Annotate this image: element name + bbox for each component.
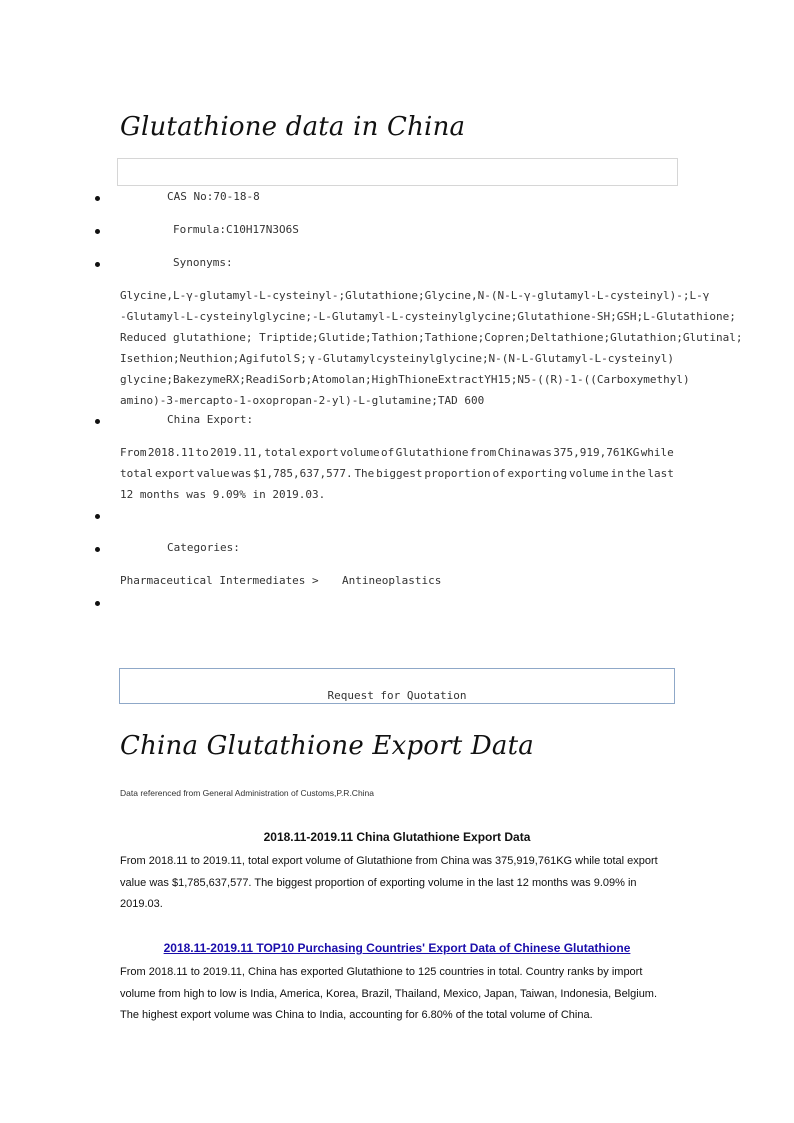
category-link-antineoplastics[interactable]: Antineoplastics xyxy=(342,574,442,587)
top10-link[interactable]: 2018.11-2019.11 TOP10 Purchasing Countries' Export Data of Chinese Glutathione xyxy=(163,941,631,955)
cas-value: 70-18-8 xyxy=(213,190,260,203)
bullet xyxy=(95,262,100,267)
synonyms-text: Glycine,L-γ-glutamyl-L-cysteinyl-;Glutathione;Glycine,N-(N-L-γ-glutamyl-L-cysteinyl)-;L-γ -Glutamyl-L-cysteinylglycine;-L-Glutamyl-L-cysteinylglycine;Glutathione-SH;GSH;L-Glutathione; Reduced glutathione; Triptide;Glutide;Tathion;Tathione;Copren;Deltathione;Glutathion;Glutinal; Isethion;Neuthion;Agifutol S; γ -Glutamylcysteinylglycine;N-(N-L-Glutamyl-L-cysteinyl) glycine;Bakezyme RX;ReadiSorb;Atomolan;High Thione Extract YH15;N5-((R)-1- ((Carboxymethyl) amino)-3-mercapto-1-oxopropan-2-yl)-L-glutamine;TAD 600 xyxy=(120,289,743,407)
top10-paragraph: From 2018.11 to 2019.11, China has exported Glutathione to 125 countries in total. Country ranks by import volume from high to low is India, America, Korea, Brazil, Thailand, Mexico, Japan, Taiwan, Indonesia, Belgium. The highest export volume was China to India, accounting for 6.80% of the total volume of China. xyxy=(120,966,658,1021)
data-source-note: Data referenced from General Administration of Customs,P.R.China xyxy=(120,788,375,798)
page-title: Glutathione data in China xyxy=(120,112,466,142)
categories-label: Categories: xyxy=(167,541,240,554)
synonyms-label: Synonyms: xyxy=(173,256,233,269)
category-separator: > xyxy=(312,574,319,587)
empty-frame xyxy=(117,158,678,186)
bullet xyxy=(95,229,100,234)
request-quotation-label: Request for Quotation xyxy=(327,689,467,702)
cas-label: CAS No: xyxy=(167,190,214,203)
summary-title: 2018.11-2019.11 China Glutathione Export Data xyxy=(263,830,531,844)
formula-label: Formula: xyxy=(173,223,226,236)
formula-value: C10H17N3O6S xyxy=(225,223,299,236)
bullet xyxy=(95,547,100,552)
bullet xyxy=(95,514,100,519)
bullet xyxy=(95,196,100,201)
bullet xyxy=(95,419,100,424)
export-section-title: China Glutathione Export Data xyxy=(120,731,534,761)
bullet xyxy=(95,601,100,606)
china-export-label: China Export: xyxy=(167,413,254,426)
category-link-pharmaceutical-intermediates[interactable]: Pharmaceutical Intermediates xyxy=(120,574,306,587)
top10-title xyxy=(120,941,674,955)
china-export-text: From 2018.11 to 2019.11, total export volume of Glutathione from China was 375,919,761KG while total export value was $1,785,637,577. The biggest proportion of exporting volume in the last 12 months was 9.09% in 2019.03. xyxy=(120,446,674,501)
formula-row xyxy=(173,223,299,236)
request-quotation-button[interactable] xyxy=(119,668,675,704)
summary-paragraph: From 2018.11 to 2019.11, total export volume of Glutathione from China was 375,919,761KG while total export value was $1,785,637,577. The biggest proportion of exporting volume in the last 12 months was 9.09% in 2019.03. xyxy=(120,855,658,910)
cas-row xyxy=(167,190,260,203)
